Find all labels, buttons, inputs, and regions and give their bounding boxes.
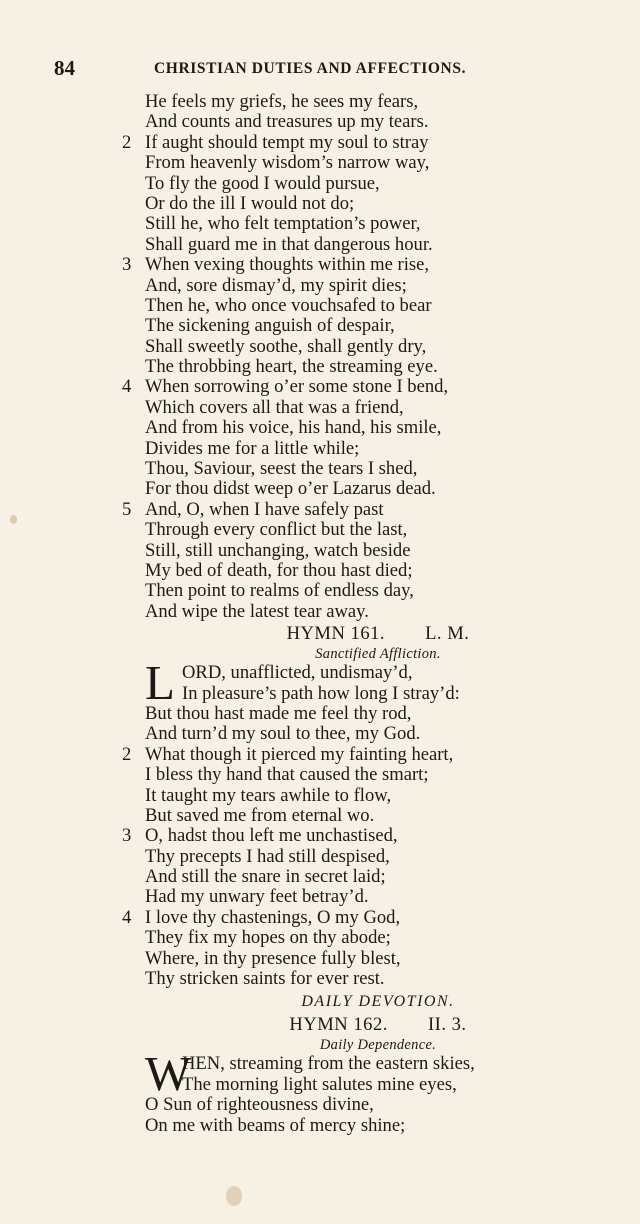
stanza-2 — [118, 133, 598, 255]
hymn-161-stanza-3 — [118, 826, 598, 908]
hymn-161-stanza-2 — [118, 745, 598, 827]
verse-line: Still, still unchanging, watch beside — [145, 539, 411, 561]
page-content — [118, 92, 598, 1136]
verse-line: ORD, unafflicted, undismay’d, — [182, 662, 413, 684]
verse-line: Through every conflict but the last, — [145, 519, 408, 541]
verse-line: My bed of death, for thou hast died; — [145, 559, 413, 581]
verse-line: I love thy chastenings, O my God, — [145, 906, 401, 928]
verse-line: When vexing thoughts within me rise, — [145, 254, 430, 276]
verse-line: HEN, streaming from the eastern skies, — [182, 1053, 475, 1075]
stanza-5 — [118, 500, 598, 622]
verse-line: And wipe the latest tear away. — [145, 600, 369, 622]
hymn-162-heading — [118, 1014, 598, 1036]
verse-line: In pleasure’s path how long I stray’d: — [182, 682, 460, 704]
hymn-subtitle: Daily Dependence. — [319, 1037, 437, 1054]
verse-line: Or do the ill I would not do; — [145, 192, 355, 214]
stanza-number: 2 — [122, 743, 132, 765]
verse-line: Shall guard me in that dangerous hour. — [145, 233, 433, 255]
hymn-meter: II. 3. — [427, 1014, 467, 1036]
verse-line: And still the snare in secret laid; — [145, 866, 386, 888]
hymn-meter: L. M. — [425, 623, 470, 645]
verse-line: And, O, when I have safely past — [145, 498, 384, 520]
verse-line: From heavenly wisdom’s narrow way, — [145, 152, 430, 174]
verse-line: The throbbing heart, the streaming eye. — [145, 356, 438, 378]
verse-line: But saved me from eternal wo. — [145, 804, 375, 826]
verse-line: The sickening anguish of despair, — [145, 315, 395, 337]
verse-line: For thou didst weep o’er Lazarus dead. — [145, 478, 436, 500]
verse-line: They fix my hopes on thy abode; — [145, 927, 391, 949]
paper-stain — [226, 1186, 242, 1206]
verse-line: Thy stricken saints for ever rest. — [145, 968, 385, 990]
hymn-162-stanza-1 — [118, 1046, 598, 1136]
verse-line: Thy precepts I had still despised, — [145, 845, 390, 867]
verse-line: Had my unwary feet betray’d. — [145, 886, 369, 908]
hymn-number: HYMN 162. — [289, 1014, 388, 1036]
running-head: CHRISTIAN DUTIES AND AFFECTIONS. — [154, 60, 467, 77]
verse-line: O Sun of righteousness divine, — [145, 1094, 374, 1116]
verse-line: And, sore dismay’d, my spirit dies; — [145, 274, 407, 296]
verse-line: The morning light salutes mine eyes, — [182, 1073, 457, 1095]
verse-line: If aught should tempt my soul to stray — [145, 131, 429, 153]
drop-cap: L — [145, 655, 175, 711]
verse-line: When sorrowing o’er some stone I bend, — [145, 376, 449, 398]
verse-line: O, hadst thou left me unchastised, — [145, 825, 398, 847]
verse-line: Where, in thy presence fully blest, — [145, 947, 401, 969]
verse-line: And counts and treasures up my tears. — [145, 111, 429, 133]
verse-line: And turn’d my soul to thee, my God. — [145, 723, 421, 745]
stanza-number: 3 — [122, 254, 132, 276]
verse-line: And from his voice, his hand, his smile, — [145, 417, 442, 439]
verse-line: What though it pierced my fainting heart, — [145, 743, 454, 765]
verse-line: It taught my tears awhile to flow, — [145, 784, 392, 806]
stanza-4 — [118, 377, 598, 499]
verse-line: Still he, who felt temptation’s power, — [145, 213, 421, 235]
verse-line: But thou hast made me feel thy rod, — [145, 702, 412, 724]
section-heading: DAILY DEVOTION. — [301, 993, 455, 1011]
hymn-161-heading — [118, 623, 598, 645]
verse-line: To fly the good I would pursue, — [145, 172, 380, 194]
stanza-number: 4 — [122, 376, 132, 398]
stanza-number: 3 — [122, 825, 132, 847]
verse-line: Which covers all that was a friend, — [145, 396, 404, 418]
paper-stain — [10, 515, 17, 524]
hymn-161-stanza-1 — [118, 655, 598, 745]
stanza-3 — [118, 255, 598, 377]
verse-line: Shall sweetly soothe, shall gently dry, — [145, 335, 427, 357]
verse-line: Thou, Saviour, seest the tears I shed, — [145, 458, 418, 480]
verse-line: I bless thy hand that caused the smart; — [145, 764, 429, 786]
hymn-161-stanza-4 — [118, 908, 598, 990]
stanza-number: 4 — [122, 906, 132, 928]
verse-line: Then point to realms of endless day, — [145, 580, 414, 602]
page-number: 84 — [54, 56, 75, 80]
drop-cap: W — [145, 1046, 192, 1102]
verse-line: He feels my griefs, he sees my fears, — [145, 91, 419, 112]
stanza-number: 5 — [122, 498, 132, 520]
continuation-lines — [118, 92, 598, 133]
verse-line: On me with beams of mercy shine; — [145, 1114, 406, 1136]
verse-line: Then he, who once vouchsafed to bear — [145, 294, 432, 316]
stanza-number: 2 — [122, 131, 132, 153]
hymn-number: HYMN 161. — [286, 623, 386, 645]
verse-line: Divides me for a little while; — [145, 437, 360, 459]
hymn-subtitle: Sanctified Affliction. — [315, 646, 441, 663]
